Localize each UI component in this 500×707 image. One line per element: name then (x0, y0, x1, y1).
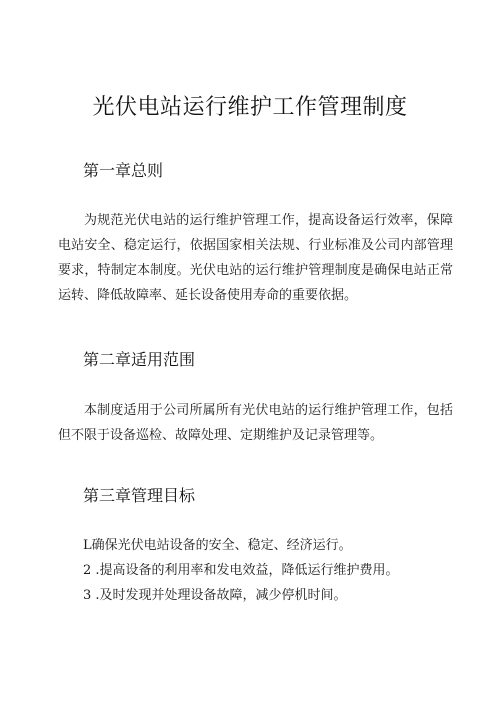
chapter-3-list (83, 533, 399, 608)
list-item: L确保光伏电站设备的安全、稳定、经济运行。 (83, 538, 352, 553)
document-title: 光伏电站运行维护工作管理制度 (92, 95, 408, 120)
chapter-1-heading: 第一章总则 (83, 161, 164, 180)
chapter-3-heading: 第三章管理目标 (83, 486, 196, 505)
chapter-2-paragraph: 本制度适用于公司所属所有光伏电站的运行维护管理工作，包括但不限于设备巡检、故障处理、定期维护及记录管理等。 (58, 403, 453, 443)
list-item: 2 .提高设备的利用率和发电效益，降低运行维护费用。 (83, 563, 399, 578)
chapter-1-paragraph: 为规范光伏电站的运行维护管理工作，提高设备运行效率，保障电站安全、稳定运行，依据国家相关法规、行业标准及公司内部管理要求，特制定本制度。光伏电站的运行维护管理制度是确保电站正常运转、降低故障率、延长设备使用寿命的重要依据。 (58, 213, 453, 303)
list-item: 3 .及时发现并处理设备故障，减少停机时间。 (83, 588, 347, 603)
chapter-2-heading: 第二章适用范围 (83, 350, 196, 369)
